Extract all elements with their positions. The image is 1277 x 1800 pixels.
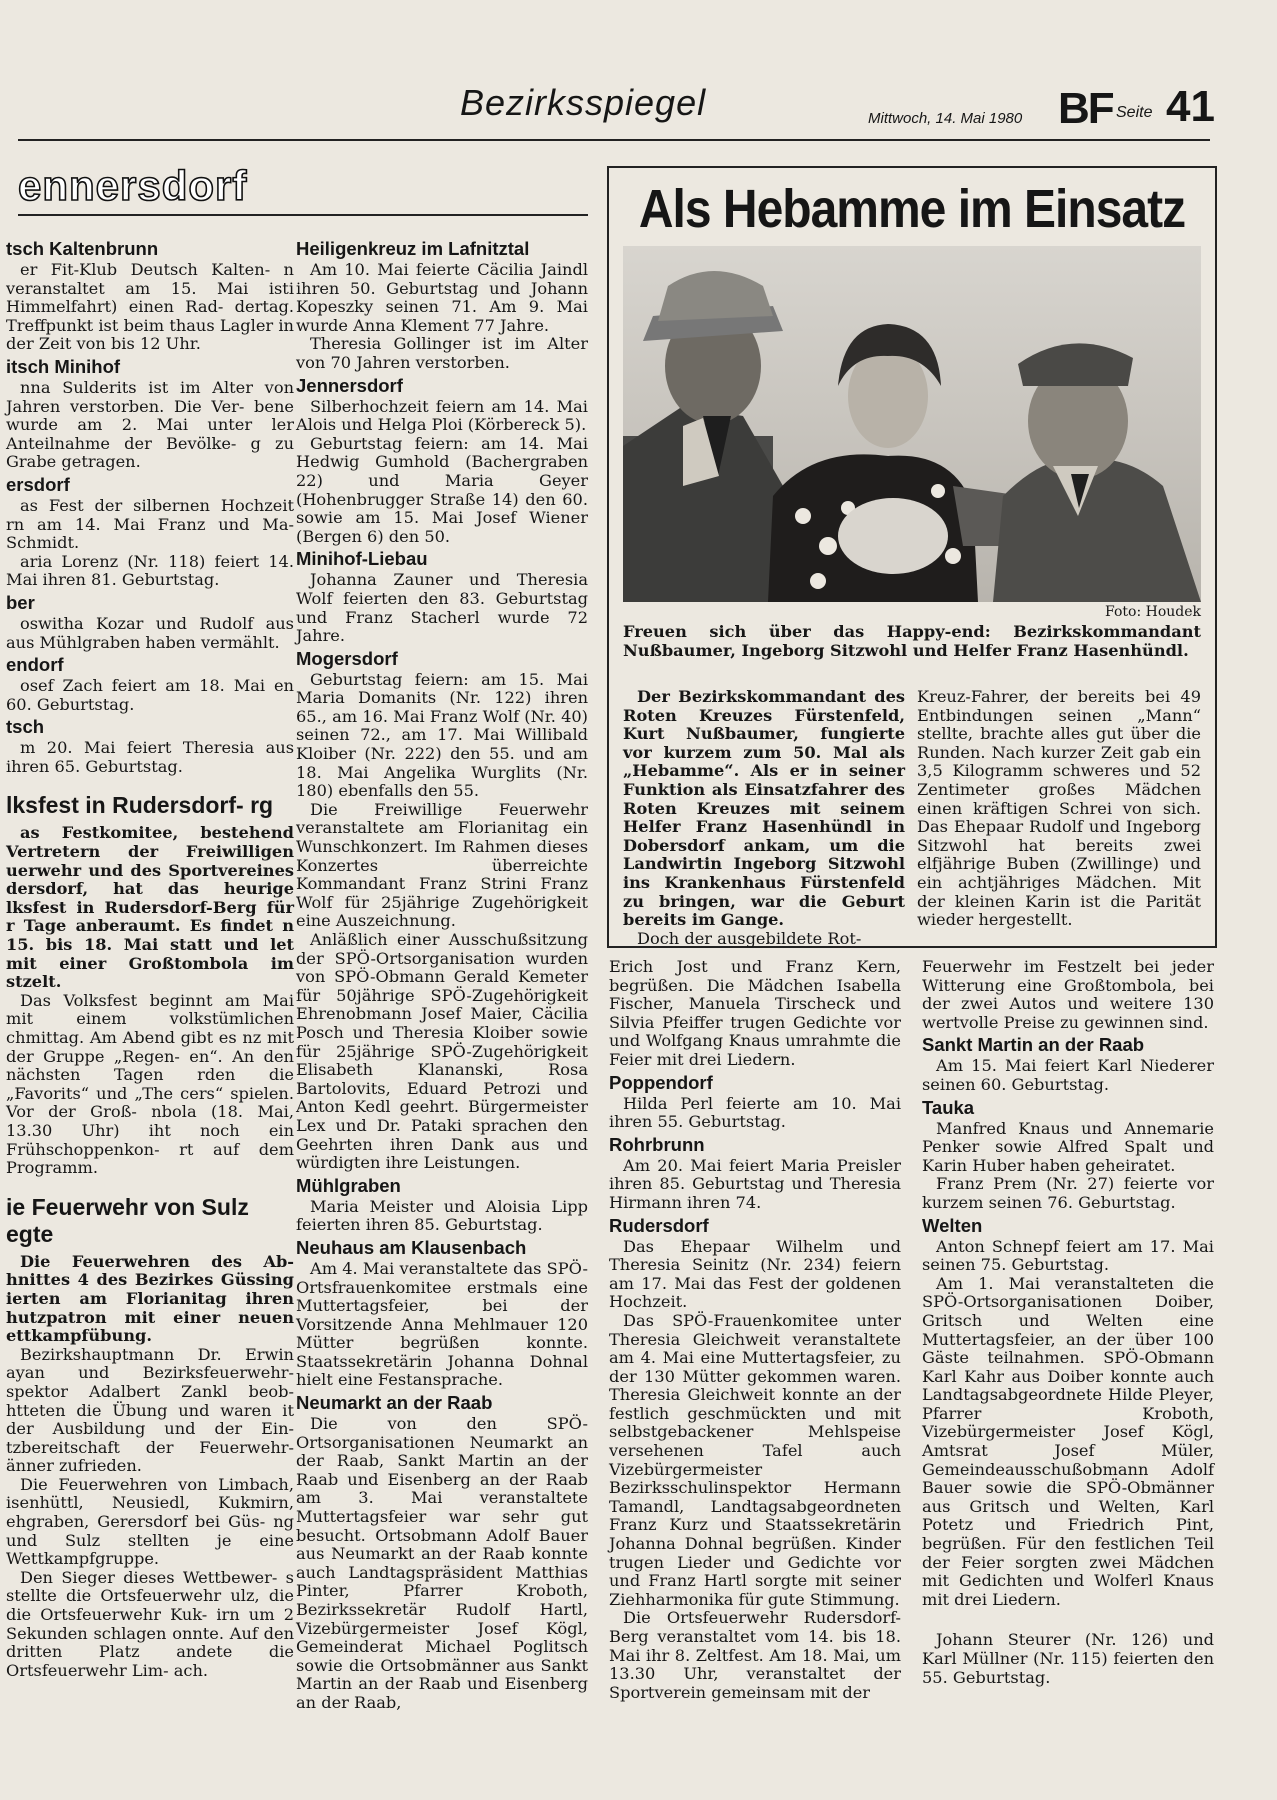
article-lead: as Festkomitee, bestehend Vertretern der Freiwilligen uerwehr und des Sportvereines dersdorf, hat das heurige lksfest in Rudersdorf-Berg für r Tage anberaumt. Es findet n 15. bis 18. Mai statt und let mit einer Großtombola im stzelt. — [6, 823, 294, 992]
article-paragraph: as Fest der silbernen Hochzeit rn am 14. Mai Franz und Ma- Schmidt. — [6, 495, 294, 553]
article-paragraph: Die Feuerwehren von Limbach, isenhüttl, Neusiedl, Kukmirn, ehgraben, Gerersdorf bei Güs- ng und Sulz stellten je eine Wettkampfgruppe. — [6, 1474, 294, 1569]
column-2 — [296, 236, 588, 1713]
article-paragraph: Anläßlich einer Ausschußsitzung der SPÖ-Ortsorganisation wurden von SPÖ-Obmann Gerald Kemeter für 50jährige SPÖ-Zugehörigkeit Ehrenobmann Josef Maier, Cäcilia Posch und Theresia Kloiber sowie für 25jährige SPÖ-Zugehörigkeit Elisabeth Klananski, Rosa Bartolovits, Eduard Petrozi und Anton Kedl geehrt. Bürgermeister Lex und Dr. Pataki sprachen den Geehrten ihren Dank aus und würdigten ihre Leistungen. — [296, 930, 588, 1173]
article-paragraph: Feuerwehr im Festzelt bei jeder Witterung eine Großtombola, bei der zwei Autos und weitere 130 wertvolle Preise zu gewinnen sind. — [922, 957, 1214, 1032]
place-heading: ber — [6, 591, 35, 613]
section-title: Bezirksspiegel — [460, 82, 707, 123]
article-paragraph: Das SPÖ-Frauenkomitee unter Theresia Gleichweit veranstaltete am 4. Mai eine Muttertagsfeier, zu der 130 Mütter gekommen waren. Theresia Gleichweit konnte an der festlich geschmückten und mit selbstgebackener Mehlspeise versehenen Tafel auch Vizebürgermeister Bezirksschulinspektor Hermann Tamandl, Landtagsabgeordneten Franz Kurz und Staatssekretärin Johanna Dohnal begrüßen. Kinder trugen Lieder und Gedichte vor und Franz Hartl sorgte mit seiner Ziehharmonika für gute Stimmung. — [609, 1310, 901, 1609]
place-heading: tsch — [6, 716, 45, 738]
article-paragraph: Anton Schnepf feiert am 17. Mai seinen 75. Geburtstag. — [922, 1236, 1214, 1275]
feature-photo — [623, 246, 1201, 602]
article-paragraph: osef Zach feiert am 18. Mai en 60. Geburtstag. — [6, 676, 294, 714]
place-heading: Jennersdorf — [296, 374, 403, 396]
article-paragraph: er Fit-Klub Deutsch Kalten- n veranstaltet am 15. Mai isti Himmelfahrt) einen Rad- dertag. Treffpunkt ist beim thaus Lagler in der Zeit von bis 12 Uhr. — [6, 260, 294, 354]
article-paragraph: Das Volksfest beginnt am Mai mit einem volkstümlichen chmittag. Am Abend gibt es nz mit der Gruppe „Regen- en“. An den nächsten Tagen rden die „Favorits“ und „The cers“ spielen. Vor der Groß- nbola (18. Mai, 13.30 Uhr) iht noch ein Frühschoppenkon- rt auf dem Programm. — [6, 990, 294, 1178]
article-paragraph: Die Ortsfeuerwehr Rudersdorf-Berg veranstaltet vom 14. bis 18. Mai ihr 8. Zeltfest. Am 18. Mai, um 13.30 Uhr, veranstaltet der Sportverein gemeinsam mit der — [609, 1608, 901, 1702]
banner-rule — [18, 214, 588, 216]
article-paragraph: Am 1. Mai veranstalteten die SPÖ-Ortsorganisationen Doiber, Gritsch und Welten eine Muttertagsfeier, an der über 100 Gäste teilnahmen. SPÖ-Obmann Karl Kahr aus Doiber konnte auch Landtagsabgeordnete Hilde Pleyer, Pfarrer Kroboth, Vizebürgermeister Josef Kögl, Amtsrat Josef Müler, Gemeindeausschußobmann Adolf Bauer sowie die SPÖ-Obmänner aus Gritsch und Welten, Karl Potetz und Friedrich Pint, begrüßen. Für den festlichen Teil der Feier sorgten zwei Mädchen mit Gedichten und Wolferl Knaus mit drei Liedern. — [922, 1273, 1214, 1609]
feature-left-column — [623, 688, 905, 948]
feature-right-column — [917, 688, 1201, 930]
article-paragraph: Die von den SPÖ-Ortsorganisationen Neumarkt an der Raab, Sankt Martin an der Raab und Eisenberg an der Raab am 3. Mai veranstaltete Muttertagsfeier war sehr gut besucht. Ortsobmann Adolf Bauer aus Neumarkt an der Raab konnte auch Landtagspräsident Matthias Pinter, Pfarrer Kroboth, Bezirkssekretär Rudolf Hartl, Vizebürgermeister Josef Kögl, Gemeinderat Michael Poglitsch sowie die Ortsobmänner aus Sankt Martin an der Raab und Eisenberg an der Raab, — [296, 1414, 588, 1712]
place-heading: Welten — [922, 1214, 983, 1236]
article-paragraph: Am 10. Mai feierte Cäcilia Jaindl ihren 50. Geburtstag und Johann Kopeszky seinen 71. Am 9. Mai wurde Anna Klement 77 Jahre. — [296, 260, 588, 335]
photo-caption: Freuen sich über das Happy-end: Bezirkskommandant Nußbaumer, Ingeborg Sitzwohl und Helfer Franz Hasenhündl. — [623, 622, 1201, 660]
article-paragraph: nna Sulderits ist im Alter von Jahren verstorben. Die Ver- bene wurde am 2. Mai unter ler Anteilnahme der Bevölke- g zu Grabe getragen. — [6, 377, 294, 472]
column-1 — [6, 236, 294, 1680]
place-heading: Poppendorf — [609, 1071, 713, 1093]
newspaper-logo: BF — [1058, 84, 1113, 133]
column-1-clip — [6, 236, 294, 1781]
spacer — [922, 1609, 1214, 1631]
article-paragraph: Erich Jost und Franz Kern, begrüßen. Die Mädchen Isabella Fischer, Manuela Tirscheck und Silvia Pfeiffer trugen Gedichte vor und Wolfgang Knaus umrahmte die Feier mit drei Liedern. — [609, 957, 901, 1069]
article-paragraph: aria Lorenz (Nr. 118) feiert 14. Mai ihren 81. Geburtstag. — [6, 551, 294, 590]
issue-date: Mittwoch, 14. Mai 1980 — [868, 110, 1023, 127]
article-paragraph: Am 15. Mai feiert Karl Niederer seinen 60. Geburtstag. — [922, 1056, 1214, 1094]
article-paragraph: Maria Meister und Aloisia Lipp feierten ihren 85. Geburtstag. — [296, 1196, 588, 1235]
feature-right-text: Kreuz-Fahrer, der bereits bei 49 Entbindungen seinen „Mann“ stellte, brachte alles gut über die Runden. Nach kurzer Zeit gab ein 3,5 Kilogramm schweres und 52 Zentimeter großes Mädchen einen kräftigen Schrei von sich. Das Ehepaar Rudolf und Ingeborg Sitzwohl hat bereits zwei elfjährige Buben (Zwillinge) und ein achtjähriges Mädchen. Mit der kleinen Karin ist die Parität wieder hergestellt. — [917, 687, 1201, 930]
feature-title: Als Hebamme im Einsatz — [638, 179, 1186, 240]
article-paragraph: Das Ehepaar Wilhelm und Theresia Seinitz (Nr. 234) feiern am 17. Mai das Fest der goldenen Hochzeit. — [609, 1236, 901, 1312]
article-paragraph: Bezirkshauptmann Dr. Erwin ayan und Bezirksfeuerwehr- spektor Adalbert Zankl beob- htteten die Übung und waren it der Ausbildung und der Ein- tzbereitschaft der Feuerwehr- änner zufrieden. — [6, 1344, 294, 1476]
place-heading: Neuhaus am Klausenbach — [296, 1236, 527, 1258]
article-paragraph: Silberhochzeit feiern am 14. Mai Alois und Helga Ploi (Körbereck 5). — [296, 396, 588, 435]
article-paragraph: Geburtstag feiern: am 15. Mai Maria Domanits (Nr. 122) ihren 65., am 16. Mai Franz Wolf (Nr. 40) seinen 72., am 17. Mai Willibald Kloiber (Nr. 222) den 55. und am 18. Mai Angelika Wurglits (Nr. 180) ebenfalls den 55. — [296, 669, 588, 801]
place-heading: Neumarkt an der Raab — [296, 1392, 493, 1414]
baby-figure — [838, 498, 948, 574]
article-paragraph: Theresia Gollinger ist im Alter von 70 Jahren verstorben. — [296, 334, 588, 372]
article-paragraph: m 20. Mai feiert Theresia aus ihren 65. Geburtstag. — [6, 738, 294, 776]
page-number: 41 — [1166, 82, 1215, 131]
place-heading: Heiligenkreuz im Lafnitztal — [296, 238, 530, 259]
article-paragraph: Johann Steurer (Nr. 126) und Karl Müllner (Nr. 115) feierten den 55. Geburtstag. — [922, 1630, 1214, 1687]
feature-left-text: Doch der ausgebildete Rot- — [637, 928, 862, 948]
column-3 — [609, 958, 901, 1702]
article-paragraph: Geburtstag feiern: am 14. Mai Hedwig Gumhold (Bachergraben 22) und Maria Geyer (Hohenbrugger Straße 14) den 60. sowie am 15. Mai Josef Wiener (Bergen 6) den 50. — [296, 433, 588, 546]
article-paragraph: Den Sieger dieses Wettbewer- s stellte die Ortsfeuerwehr ulz, die die Ortsfeuerwehr Kuk- irn um 2 Sekunden schlagen onnte. Auf den dritten Platz andete die Ortsfeuerwehr Lim- ach. — [6, 1567, 294, 1680]
article-headline: lksfest in Rudersdorf- rg — [6, 792, 274, 819]
location-banner: ennersdorf — [18, 162, 248, 209]
article-paragraph: Am 4. Mai veranstaltete das SPÖ-Ortsfrauenkomitee erstmals eine Muttertagsfeier, bei der Vorsitzende Anna Mehlmauer 120 Mütter begrüßen konnte. Staatssekretärin Johanna Dohnal hielt eine Festansprache. — [296, 1258, 588, 1390]
place-heading: Mogersdorf — [296, 647, 398, 669]
place-heading: Rohrbrunn — [609, 1133, 705, 1155]
article-paragraph: Johanna Zauner und Theresia Wolf feierten den 83. Geburtstag und Franz Stacherl wurde 72 Jahre. — [296, 570, 588, 646]
article-headline: ie Feuerwehr von Sulz egte — [6, 1193, 249, 1247]
article-paragraph: Franz Prem (Nr. 27) feierte vor kurzem seinen 76. Geburtstag. — [922, 1174, 1214, 1212]
place-heading: tsch Kaltenbrunn — [6, 238, 159, 259]
place-heading: Sankt Martin an der Raab — [922, 1034, 1145, 1056]
feature-box — [607, 166, 1217, 948]
column-4 — [922, 958, 1214, 1687]
place-heading: Tauka — [922, 1096, 975, 1118]
photo-credit: Foto: Houdek — [1105, 604, 1201, 620]
article-paragraph: Am 20. Mai feiert Maria Preisler ihren 85. Geburtstag und Theresia Hirmann ihren 74. — [609, 1155, 901, 1212]
place-heading: endorf — [6, 654, 64, 676]
place-heading: Rudersdorf — [609, 1214, 709, 1236]
header-rule — [18, 139, 1210, 141]
article-paragraph: oswitha Kozar und Rudolf aus aus Mühlgraben haben vermählt. — [6, 613, 294, 652]
feature-lead: Der Bezirkskommandant des Roten Kreuzes Fürstenfeld, Kurt Nußbaumer, fungierte vor kurzem zum 50. Mal als „Hebamme“. Als er in seiner Funktion als Einsatzfahrer des Roten Kreuzes mit seinem Helfer Franz Hasenhündl in Dobersdorf ankam, um die Landwirtin Ingeborg Sitzwohl ins Krankenhaus Fürstenfeld zu bringen, war die Geburt bereits im Gange. — [623, 687, 905, 930]
article-paragraph: Manfred Knaus und Annemarie Penker sowie Alfred Spalt und Karin Huber haben geheiratet. — [922, 1118, 1214, 1175]
page-label: Seite — [1116, 104, 1153, 121]
place-heading: Minihof-Liebau — [296, 548, 428, 570]
article-lead: Die Feuerwehren des Ab- hnittes 4 des Bezirkes Güssing ierten am Florianitag ihren hutzpatron mit einer neuen ettkampfübung. — [6, 1251, 294, 1346]
place-heading: itsch Minihof — [6, 355, 121, 377]
place-heading: Mühlgraben — [296, 1174, 401, 1196]
place-heading: ersdorf — [6, 473, 70, 495]
article-paragraph: Die Freiwillige Feuerwehr veranstaltete am Florianitag ein Wunschkonzert. Im Rahmen dieses Konzertes überreichte Kommandant Franz Strini Franz Wolf für 25jährige Zugehörigkeit eine Auszeichnung. — [296, 799, 588, 931]
article-paragraph: Hilda Perl feierte am 10. Mai ihren 55. Geburtstag. — [609, 1093, 901, 1132]
